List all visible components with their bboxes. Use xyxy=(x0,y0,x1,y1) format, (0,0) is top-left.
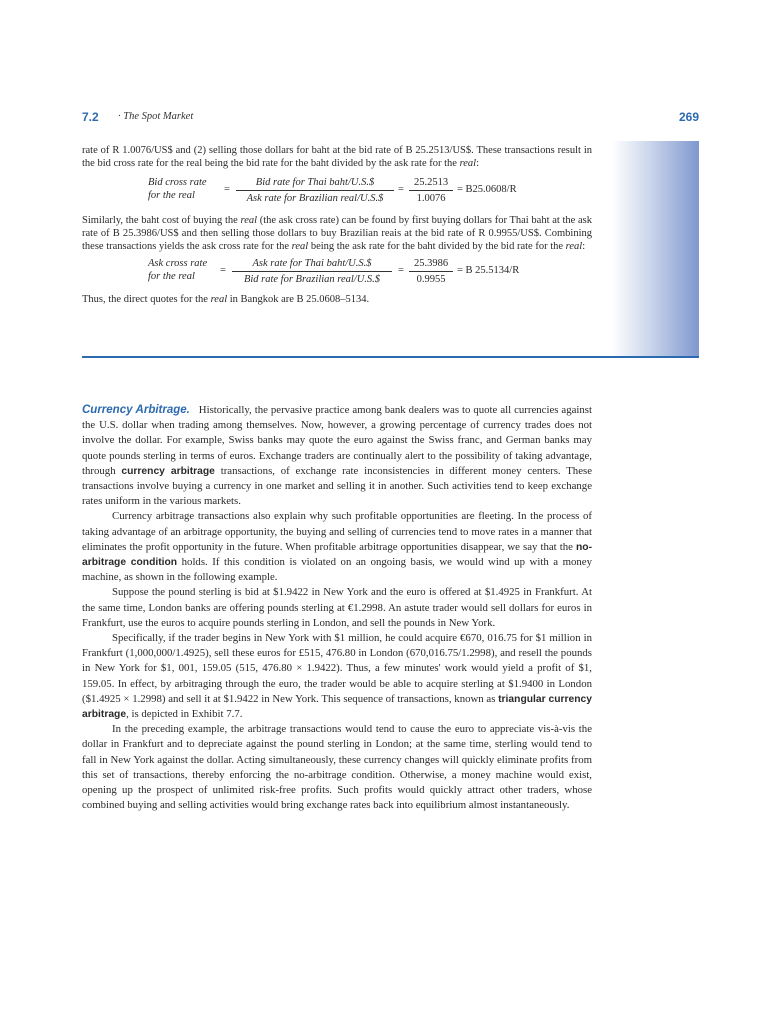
box-paragraph-1: rate of R 1.0076/US$ and (2) selling those dollars for baht at the bid rate of B 25.2513/US$. These transactions result in the bid cross rate for the real being the bid rate for the baht divided by the ask rate for the real: xyxy=(82,145,592,169)
running-header xyxy=(82,110,699,126)
example-box xyxy=(82,144,592,306)
paragraph-3: Suppose the pound sterling is bid at $1.9422 in New York and the euro is offered at $1.4925 in Frankfurt. At the same time, London banks are offering pounds sterling at €1.2998. An astute trader would sell dollars for euros in Frankfurt, use the euros to acquire pounds sterling in London, and sell the pounds in New York. xyxy=(82,586,592,629)
section-heading: Currency Arbitrage. xyxy=(82,404,190,416)
paragraph-currency-arbitrage: Currency Arbitrage. Historically, the pervasive practice among bank dealers was to quote all currencies against the U.S. dollar when trading among themselves. Now, however, a growing percentage of currency trades does not involve the dollar. For example, Swiss banks may quote the euro against the Swiss franc, and German banks may quote pounds sterling in terms of euros. Exchange traders are continually alert to the possibility of taking advantage, through currency arbitrage transactions, of exchange rate inconsistencies in different money centers. These transactions involve buying a currency in one market and selling it in another. Such activities tend to keep exchange rates uniform in the various markets. xyxy=(82,404,592,508)
formula-bid-cross-rate: Bid cross rate for the real = Bid rate for Thai baht/U.S.$ Ask rate for Brazilian real/U.S.$ = $\frac{25.2513}{1.0076}$ = B25.0608/R xyxy=(148,177,517,204)
formula-ask-cross-rate: Ask cross rate for the real = Ask rate for Thai baht/U.S.$ Bid rate for Brazilian real/U.S.$ = $\frac{25.3986}{0.9955}$ = B 25.5134/R xyxy=(148,258,520,285)
paragraph-2: Currency arbitrage transactions also explain why such profitable opportunities are fleeting. In the process of taking advantage of an arbitrage opportunity, the buying and selling of currencies tend to move rates in a manner that eliminates the profit opportunity in the future. When profitable arbitrage opportunities disappear, we say that the no-arbitrage condition holds. If this condition is violated on an ongoing basis, we would wind up with a money machine, as shown in the following example. xyxy=(82,510,593,584)
formula-value: $\frac{25.2513}{1.0076}$ xyxy=(409,176,453,205)
box-paragraph-3: Thus, the direct quotes for the real in Bangkok are B 25.0608–5134. xyxy=(82,294,370,305)
section-title-text: The Spot Market xyxy=(123,111,194,122)
formula-result: = B25.0608/R xyxy=(457,184,517,195)
example-box-sidebar xyxy=(612,141,699,357)
box-paragraph-2: Similarly, the baht cost of buying the real (the ask cross rate) can be found by first buying dollars for Thai baht at the ask rate of B 25.3986/US$ and then selling those dollars to buy Brazilian reais at the bid rate of R 0.9955/US$. Combining these transactions yields the ask cross rate for the real being the ask rate for the baht divided by the bid rate for the real: xyxy=(82,215,592,252)
page-number: 269 xyxy=(678,110,699,124)
section-title xyxy=(118,111,193,122)
box-bottom-rule xyxy=(82,356,699,358)
section-number: 7.2 xyxy=(82,110,99,124)
paragraph-4: Specifically, if the trader begins in New York with $1 million, he could acquire €670, 016.75 for $1 million in Frankfurt (1,000,000/1.4925), sell these euros for £515, 476.80 in London (670,016.75/1.2998), and resell the pounds in New York for $1, 001, 159.05 (515, 476.80 × 1.9422). Thus, a few minutes' work would yield a profit of $1, 159.05. In effect, by arbitraging through the euro, the trader would be able to acquire sterling at $1.9400 in London ($1.4925 × 1.2998) and sell it at $1.9422 in New York. This sequence of transactions, known as triangular currency arbitrage, is depicted in Exhibit 7.7. xyxy=(82,632,592,721)
formula-label: Ask cross rate for the real xyxy=(148,258,208,282)
formula-label: Bid cross rate for the real xyxy=(148,177,207,201)
main-text xyxy=(82,403,592,813)
term-currency-arbitrage: currency arbitrage xyxy=(121,465,215,477)
section-separator: · xyxy=(118,111,121,122)
term-no-arbitrage-condition: no-arbitrage condition xyxy=(82,541,593,569)
term-triangular-currency-arbitrage: triangular currency arbitrage xyxy=(82,693,592,721)
formula-fraction: Bid rate for Thai baht/U.S.$ Ask rate for Brazilian real/U.S.$ xyxy=(236,176,394,205)
paragraph-5: In the preceding example, the arbitrage transactions would tend to cause the euro to appreciate vis-à-vis the dollar in Frankfurt and to depreciate against the pound sterling in London; at the same time, sterling would tend to fall in New York against the dollar. Acting simultaneously, these currency changes will quickly eliminate profits from this set of transactions, thereby enforcing the no-arbitrage condition. Otherwise, a money machine would exist, opening up the prospect of unlimited risk-free profits. Such profits would quickly attract other traders, whose combined buying and selling activities would bring exchange rates back into equilibrium almost instantaneously. xyxy=(82,723,592,812)
formula-value: $\frac{25.3986}{0.9955}$ xyxy=(409,257,453,286)
formula-fraction: Ask rate for Thai baht/U.S.$ Bid rate for Brazilian real/U.S.$ xyxy=(232,257,392,286)
formula-result: = B 25.5134/R xyxy=(457,265,520,276)
